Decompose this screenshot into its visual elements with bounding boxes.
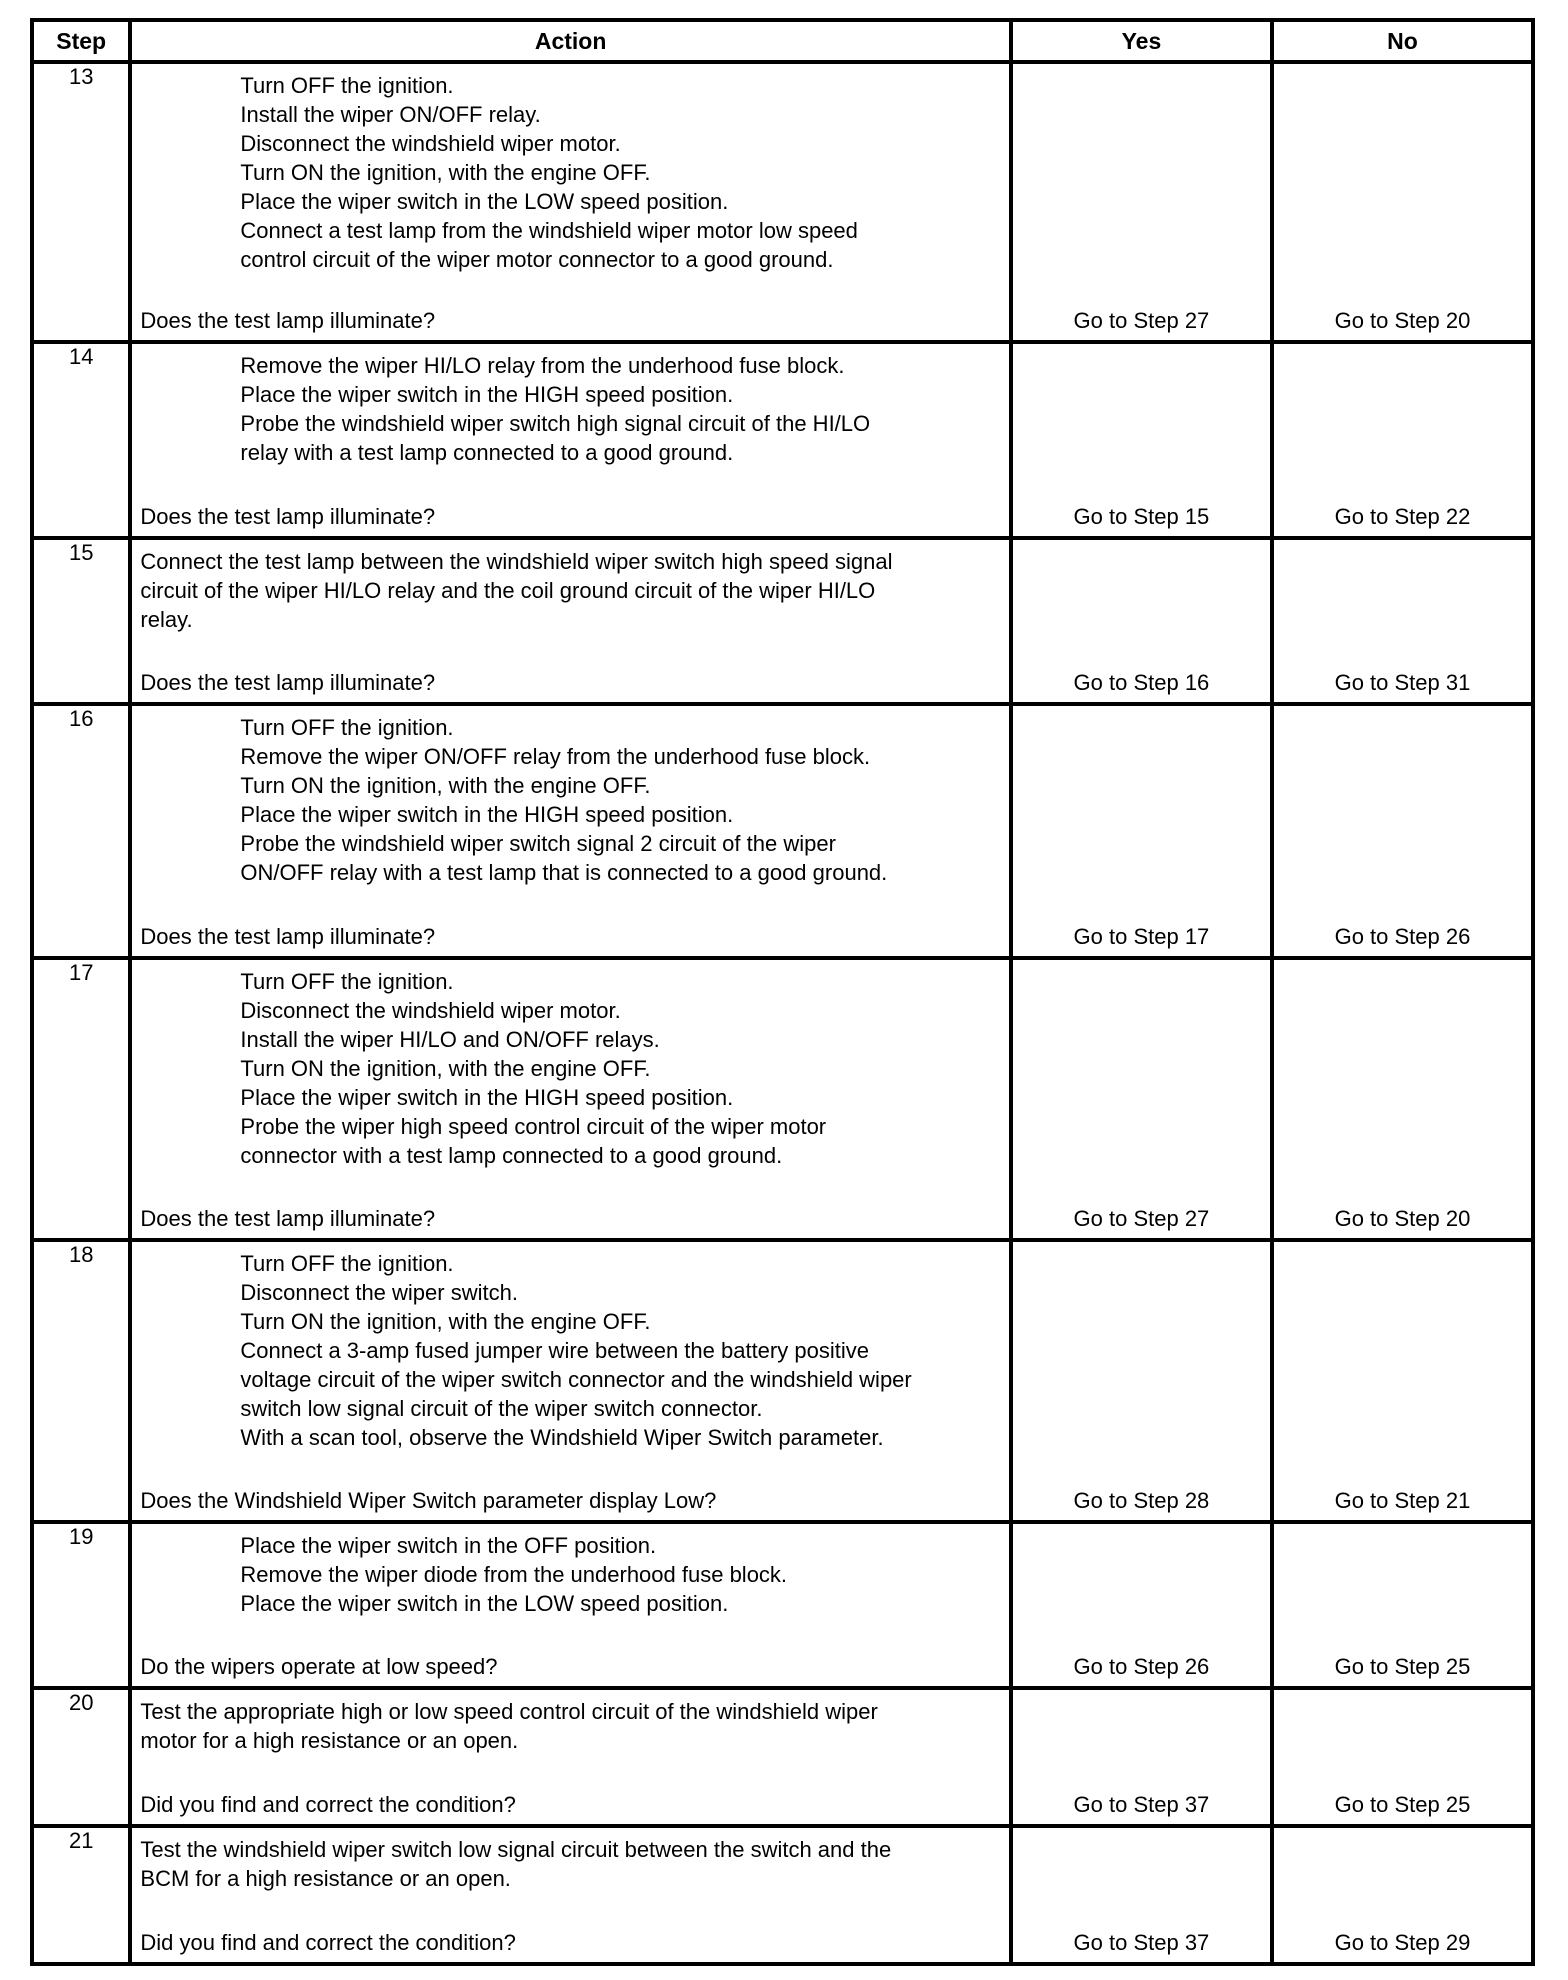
yes-cell xyxy=(1011,704,1272,958)
action-cell xyxy=(130,958,1011,1240)
header-row xyxy=(32,20,1533,62)
action-line: Remove the wiper ON/OFF relay from the underhood fuse block. xyxy=(240,744,871,769)
action-steps xyxy=(132,344,1009,467)
action-steps xyxy=(132,540,1009,634)
action-steps xyxy=(132,1690,1009,1755)
action-question: Does the test lamp illuminate? xyxy=(140,308,436,333)
action-line: control circuit of the wiper motor connector to a good ground. xyxy=(240,247,834,272)
step-number: 21 xyxy=(32,1826,130,1964)
action-line: Turn ON the ignition, with the engine OFF. xyxy=(240,1309,651,1334)
table-row xyxy=(32,958,1533,1240)
action-cell xyxy=(130,704,1011,958)
action-line: Turn OFF the ignition. xyxy=(240,1251,454,1276)
action-line: Disconnect the wiper switch. xyxy=(240,1280,518,1305)
action-question: Does the test lamp illuminate? xyxy=(140,924,436,949)
action-line: Test the windshield wiper switch low signal circuit between the switch and the xyxy=(140,1837,892,1862)
action-line: motor for a high resistance or an open. xyxy=(140,1728,519,1753)
action-line: connector with a test lamp connected to a good ground. xyxy=(240,1143,783,1168)
no-cell xyxy=(1272,1826,1533,1964)
action-line: Connect a test lamp from the windshield wiper motor low speed xyxy=(240,218,858,243)
step-number: 18 xyxy=(32,1240,130,1522)
yes-cell xyxy=(1011,62,1272,342)
step-number: 19 xyxy=(32,1522,130,1688)
step-number: 16 xyxy=(32,704,130,958)
action-steps xyxy=(132,1242,1009,1452)
action-question: Did you find and correct the condition? xyxy=(140,1792,516,1817)
action-line: Place the wiper switch in the HIGH speed position. xyxy=(240,1085,734,1110)
table-row xyxy=(32,1522,1533,1688)
action-steps xyxy=(132,1524,1009,1618)
yes-next-step: Go to Step 28 xyxy=(1073,1488,1210,1513)
action-line: Turn ON the ignition, with the engine OFF. xyxy=(240,160,651,185)
yes-next-step: Go to Step 26 xyxy=(1073,1654,1210,1679)
table-row xyxy=(32,1688,1533,1826)
action-steps xyxy=(132,1828,1009,1893)
no-cell xyxy=(1272,1688,1533,1826)
no-cell xyxy=(1272,538,1533,704)
action-question: Did you find and correct the condition? xyxy=(140,1930,516,1955)
step-number: 13 xyxy=(32,62,130,342)
yes-cell xyxy=(1011,538,1272,704)
yes-next-step: Go to Step 37 xyxy=(1073,1792,1210,1817)
no-next-step: Go to Step 21 xyxy=(1334,1488,1471,1513)
action-line: Turn OFF the ignition. xyxy=(240,969,454,994)
action-steps xyxy=(132,960,1009,1170)
no-cell xyxy=(1272,958,1533,1240)
step-number: 15 xyxy=(32,538,130,704)
yes-cell xyxy=(1011,1240,1272,1522)
no-next-step: Go to Step 26 xyxy=(1334,924,1471,949)
yes-cell xyxy=(1011,958,1272,1240)
no-next-step: Go to Step 25 xyxy=(1334,1654,1471,1679)
no-cell xyxy=(1272,1522,1533,1688)
action-line: Turn ON the ignition, with the engine OFF. xyxy=(240,773,651,798)
action-line: Turn ON the ignition, with the engine OFF. xyxy=(240,1056,651,1081)
yes-cell xyxy=(1011,1522,1272,1688)
no-next-step: Go to Step 22 xyxy=(1334,504,1471,529)
yes-next-step: Go to Step 16 xyxy=(1073,670,1210,695)
yes-next-step: Go to Step 37 xyxy=(1073,1930,1210,1955)
action-line: Remove the wiper HI/LO relay from the underhood fuse block. xyxy=(240,353,845,378)
action-line: Disconnect the windshield wiper motor. xyxy=(240,998,621,1023)
table-row xyxy=(32,342,1533,538)
action-line: Turn OFF the ignition. xyxy=(240,73,454,98)
step-number: 17 xyxy=(32,958,130,1240)
action-line: Place the wiper switch in the HIGH speed position. xyxy=(240,802,734,827)
action-line: Remove the wiper diode from the underhood fuse block. xyxy=(240,1562,788,1587)
action-question: Does the test lamp illuminate? xyxy=(140,504,436,529)
action-line: With a scan tool, observe the Windshield Wiper Switch parameter. xyxy=(240,1425,884,1450)
step-number: 14 xyxy=(32,342,130,538)
action-question: Do the wipers operate at low speed? xyxy=(140,1654,498,1679)
yes-cell xyxy=(1011,1688,1272,1826)
table-row xyxy=(32,1826,1533,1964)
action-line: Test the appropriate high or low speed control circuit of the windshield wiper xyxy=(140,1699,878,1724)
action-line: circuit of the wiper HI/LO relay and the coil ground circuit of the wiper HI/LO xyxy=(140,578,876,603)
action-cell xyxy=(130,62,1011,342)
action-line: ON/OFF relay with a test lamp that is connected to a good ground. xyxy=(240,860,888,885)
action-line: Probe the windshield wiper switch high signal circuit of the HI/LO xyxy=(240,411,871,436)
diagnostic-table xyxy=(30,18,1535,1966)
no-next-step: Go to Step 31 xyxy=(1334,670,1471,695)
action-line: Place the wiper switch in the LOW speed position. xyxy=(240,1591,729,1616)
no-next-step: Go to Step 29 xyxy=(1334,1930,1471,1955)
action-cell xyxy=(130,1688,1011,1826)
yes-cell xyxy=(1011,342,1272,538)
no-cell xyxy=(1272,704,1533,958)
table-row xyxy=(32,538,1533,704)
table-row xyxy=(32,62,1533,342)
action-line: relay with a test lamp connected to a good ground. xyxy=(240,440,734,465)
action-question: Does the Windshield Wiper Switch parameter display Low? xyxy=(140,1488,717,1513)
no-cell xyxy=(1272,342,1533,538)
action-question: Does the test lamp illuminate? xyxy=(140,670,436,695)
action-line: voltage circuit of the wiper switch connector and the windshield wiper xyxy=(240,1367,912,1392)
action-line: Place the wiper switch in the HIGH speed position. xyxy=(240,382,734,407)
action-steps xyxy=(132,64,1009,274)
header-yes: Yes xyxy=(1011,20,1272,62)
yes-next-step: Go to Step 27 xyxy=(1073,1206,1210,1231)
action-line: Place the wiper switch in the LOW speed position. xyxy=(240,189,729,214)
action-steps xyxy=(132,706,1009,887)
table-row xyxy=(32,1240,1533,1522)
action-line: relay. xyxy=(140,607,193,632)
action-cell xyxy=(130,342,1011,538)
action-line: Install the wiper HI/LO and ON/OFF relays. xyxy=(240,1027,660,1052)
no-cell xyxy=(1272,62,1533,342)
header-no: No xyxy=(1272,20,1533,62)
action-question: Does the test lamp illuminate? xyxy=(140,1206,436,1231)
header-step: Step xyxy=(32,20,130,62)
no-next-step: Go to Step 20 xyxy=(1334,1206,1471,1231)
no-next-step: Go to Step 20 xyxy=(1334,308,1471,333)
header-action: Action xyxy=(130,20,1011,62)
action-cell xyxy=(130,1826,1011,1964)
no-next-step: Go to Step 25 xyxy=(1334,1792,1471,1817)
action-line: Probe the wiper high speed control circuit of the wiper motor xyxy=(240,1114,827,1139)
action-line: Connect the test lamp between the windshield wiper switch high speed signal xyxy=(140,549,893,574)
action-line: Disconnect the windshield wiper motor. xyxy=(240,131,621,156)
table-row xyxy=(32,704,1533,958)
action-cell xyxy=(130,1240,1011,1522)
action-line: Turn OFF the ignition. xyxy=(240,715,454,740)
step-number: 20 xyxy=(32,1688,130,1826)
action-line: BCM for a high resistance or an open. xyxy=(140,1866,511,1891)
action-cell xyxy=(130,538,1011,704)
yes-next-step: Go to Step 17 xyxy=(1073,924,1210,949)
action-line: switch low signal circuit of the wiper switch connector. xyxy=(240,1396,763,1421)
action-cell xyxy=(130,1522,1011,1688)
yes-next-step: Go to Step 15 xyxy=(1073,504,1210,529)
action-line: Probe the windshield wiper switch signal 2 circuit of the wiper xyxy=(240,831,836,856)
yes-cell xyxy=(1011,1826,1272,1964)
action-line: Connect a 3-amp fused jumper wire between the battery positive xyxy=(240,1338,869,1363)
action-line: Place the wiper switch in the OFF position. xyxy=(240,1533,657,1558)
no-cell xyxy=(1272,1240,1533,1522)
action-line: Install the wiper ON/OFF relay. xyxy=(240,102,541,127)
yes-next-step: Go to Step 27 xyxy=(1073,308,1210,333)
